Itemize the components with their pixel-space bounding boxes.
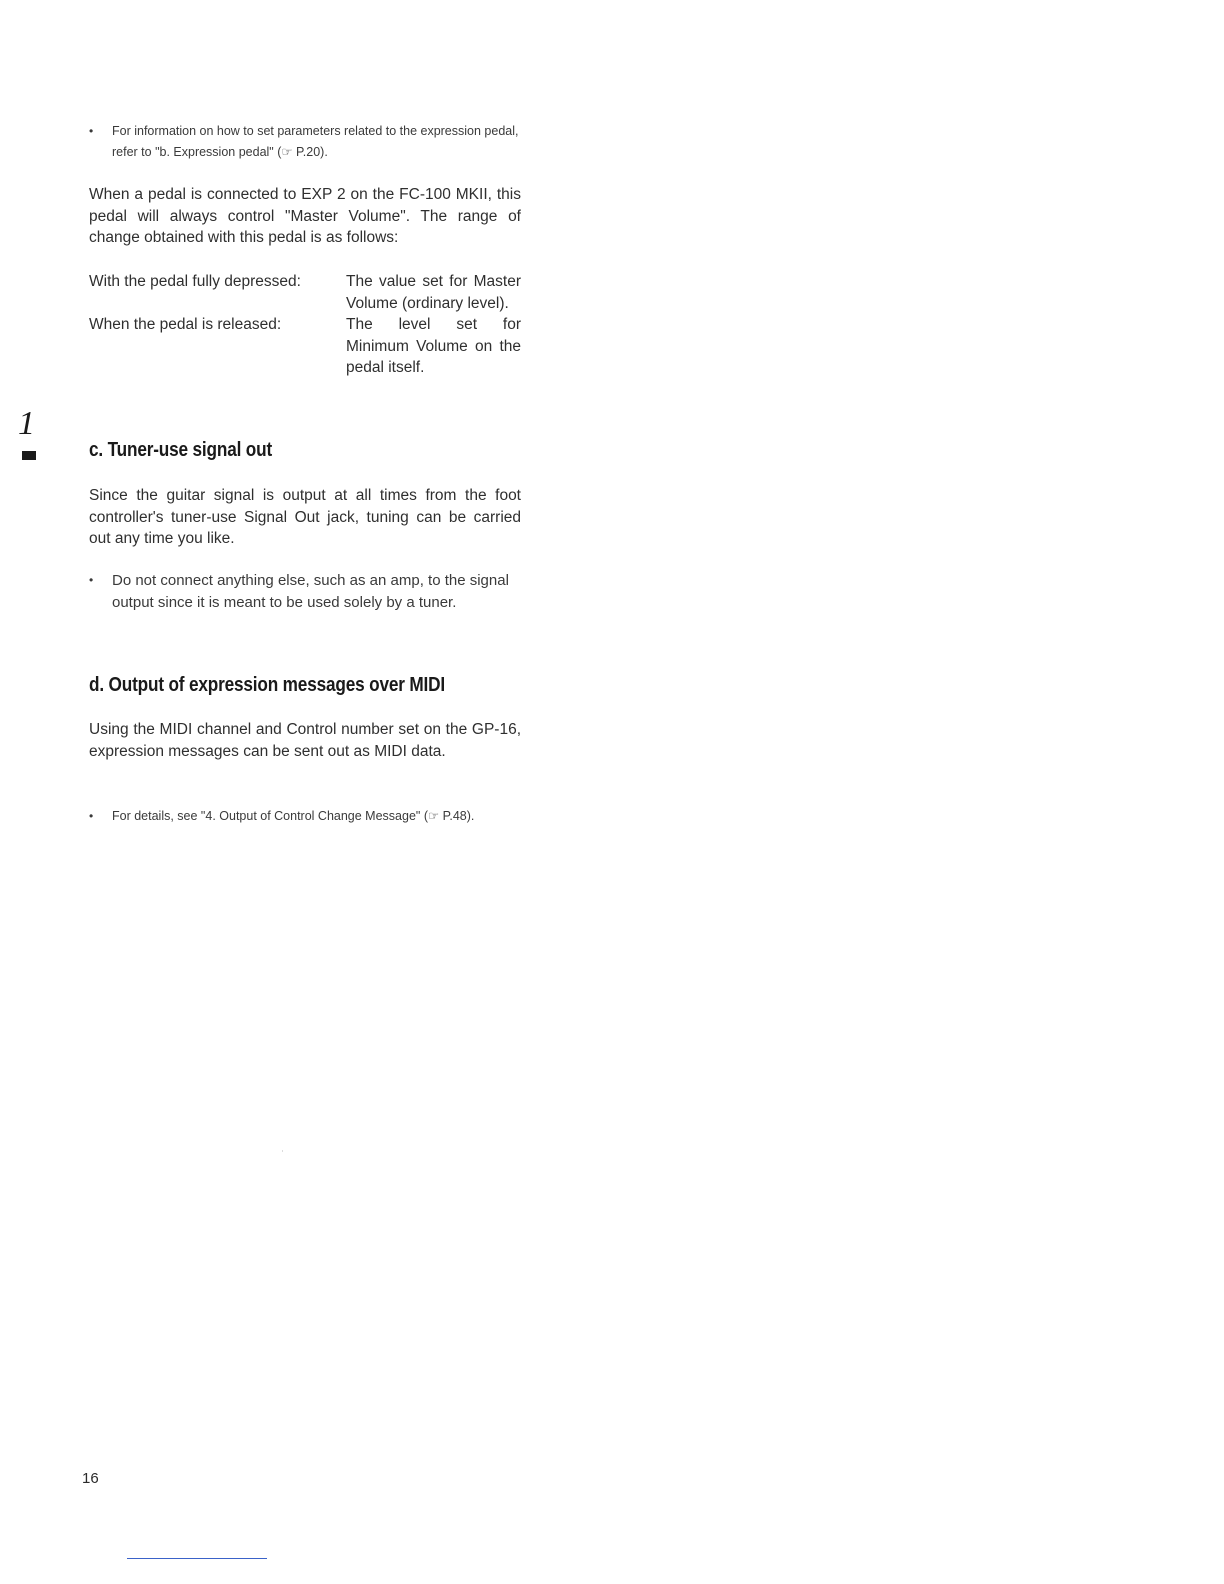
note-expression-pedal [89, 121, 521, 163]
note-tuner-output [89, 570, 521, 613]
note-midi-details [89, 806, 521, 827]
note-text: For details, see "4. Output of Control Change Message" (☞ P.48). [112, 809, 475, 823]
paragraph-text: Since the guitar signal is output at all times from the foot controller's tuner-use Signal Out jack, tuning can be carried out any time you like. [89, 487, 521, 547]
range-table [89, 271, 521, 379]
paragraph-text: When a pedal is connected to EXP 2 on the FC-100 MKII, this pedal will always control "Master Volume". The range of change obtained with this pedal is as follows: [89, 186, 521, 246]
range-result: The value set for Master Volume (ordinary level). [346, 273, 521, 312]
master-volume-paragraph [89, 184, 521, 249]
note-text: Do not connect anything else, such as an amp, to the signal output since it is meant to be used solely by a tuner. [112, 572, 509, 611]
chapter-marker: 1 [18, 405, 35, 442]
range-row [89, 271, 521, 314]
paragraph-text: Using the MIDI channel and Control number set on the GP-16, expression messages can be sent out as MIDI data. [89, 721, 521, 760]
chapter-tab-bar [22, 451, 36, 460]
note-text: For information on how to set parameters related to the expression pedal, refer to "b. Expression pedal" (☞ P.20). [112, 124, 519, 159]
scan-speck [282, 1150, 283, 1152]
section-d [89, 674, 521, 697]
section-heading: d. Output of expression messages over MIDI [89, 674, 445, 696]
section-d-body [89, 719, 521, 762]
bullet-marker: • [89, 809, 94, 823]
bullet-marker: • [89, 124, 94, 138]
range-condition: With the pedal fully depressed: [89, 273, 301, 290]
section-c [89, 439, 521, 462]
range-row [89, 314, 521, 379]
footer-link-underline[interactable] [127, 1558, 267, 1559]
section-c-body [89, 485, 521, 550]
range-condition: When the pedal is released: [89, 316, 282, 333]
range-result: The level set for Minimum Volume on the pedal itself. [346, 316, 521, 376]
section-heading: c. Tuner-use signal out [89, 439, 273, 461]
page-number: 16 [82, 1470, 99, 1487]
bullet-marker: • [89, 573, 94, 587]
